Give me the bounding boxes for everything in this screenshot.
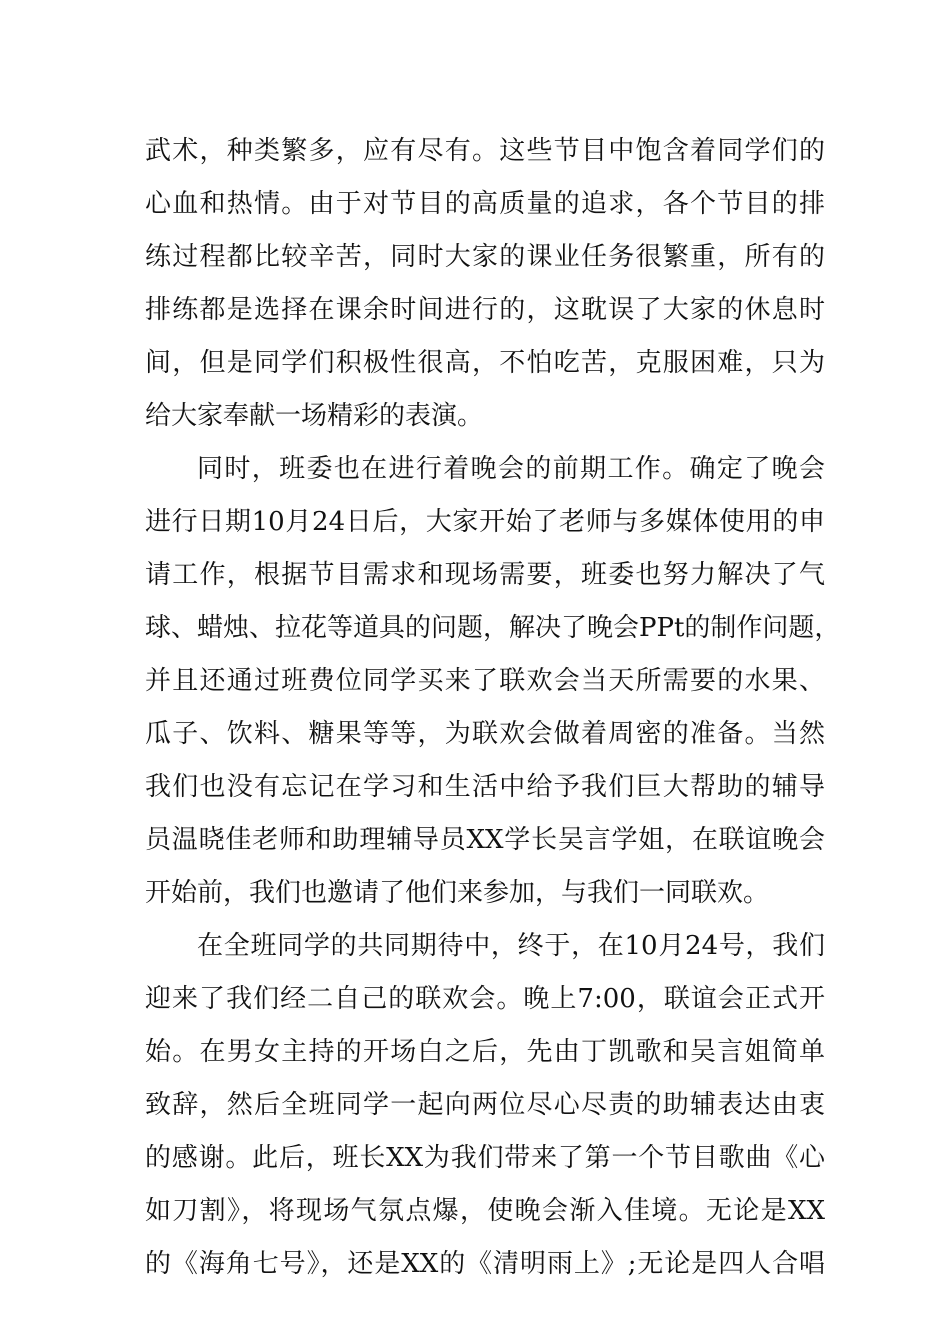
text-line: 球、蜡烛、拉花等道具的问题，解决了晚会PPt的制作问题， <box>145 613 841 643</box>
text-line: 开始前，我们也邀请了他们来参加，与我们一同联欢。 <box>145 878 770 908</box>
text-line: 员温晓佳老师和助理辅导员XX学长吴言学姐，在联谊晚会 <box>145 825 825 855</box>
text-line: 如刀割》，将现场气氛点爆，使晚会渐入佳境。无论是XX <box>145 1196 825 1226</box>
text-line: 练过程都比较辛苦，同时大家的课业任务很繁重，所有的 <box>145 242 825 272</box>
text-line: 我们也没有忘记在学习和生活中给予我们巨大帮助的辅导 <box>145 772 825 802</box>
text-line: 始。在男女主持的开场白之后，先由丁凯歌和吴言姐简单 <box>145 1037 825 1067</box>
text-line: 给大家奉献一场精彩的表演。 <box>145 401 484 431</box>
text-line: 同时，班委也在进行着晚会的前期工作。确定了晚会 <box>197 454 825 484</box>
text-line: 请工作，根据节目需求和现场需要，班委也努力解决了气 <box>145 560 825 590</box>
text-line: 在全班同学的共同期待中，终于，在10月24号，我们 <box>197 931 825 961</box>
text-line: 武术，种类繁多，应有尽有。这些节目中饱含着同学们的 <box>145 136 825 166</box>
text-line: 致辞，然后全班同学一起向两位尽心尽责的助辅表达由衷 <box>145 1090 825 1120</box>
text-line: 排练都是选择在课余时间进行的，这耽误了大家的休息时 <box>145 295 825 325</box>
text-line: 进行日期10月24日后，大家开始了老师与多媒体使用的申 <box>145 507 825 537</box>
text-line: 的感谢。此后，班长XX为我们带来了第一个节目歌曲《心 <box>145 1143 825 1173</box>
text-line: 心血和热情。由于对节目的高质量的追求，各个节目的排 <box>145 189 825 219</box>
text-line: 瓜子、饮料、糖果等等，为联欢会做着周密的准备。当然 <box>145 719 825 749</box>
text-line: 间，但是同学们积极性很高，不怕吃苦，克服困难，只为 <box>145 348 825 378</box>
text-line: 的《海角七号》，还是XX的《清明雨上》;无论是四人合唱 <box>145 1249 825 1279</box>
text-line: 并且还通过班费位同学买来了联欢会当天所需要的水果、 <box>145 666 825 696</box>
text-line: 迎来了我们经二自己的联欢会。晚上7:00，联谊会正式开 <box>145 984 825 1014</box>
